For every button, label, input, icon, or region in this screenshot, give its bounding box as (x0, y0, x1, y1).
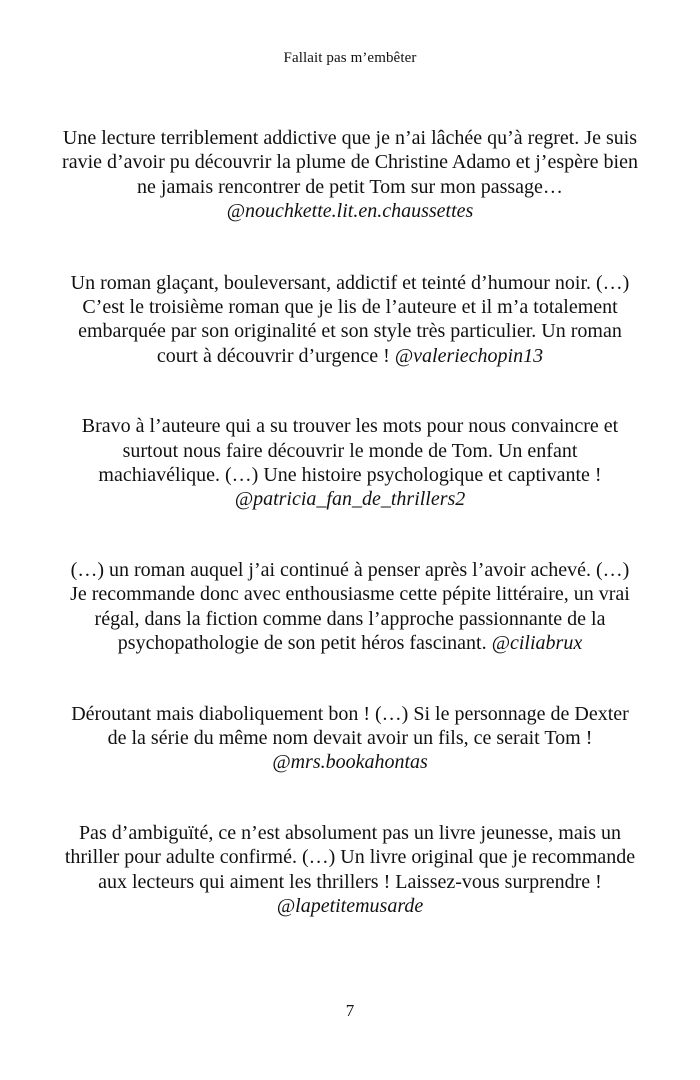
review-text: Pas d’ambiguïté, ce n’est absolument pas un livre jeunesse, mais un thriller pour adulte confirmé. (…) Un livre original que je recommande aux lecteurs qui aiment les thrillers ! Laissez-vous surprendre ! (64, 821, 636, 893)
review-text: Déroutant mais diaboliquement bon ! (…) Si le personnage de Dexter de la série du même nom devait avoir un fils, ce serait Tom ! (71, 702, 629, 749)
review-text: Bravo à l’auteure qui a su trouver les mots pour nous convaincre et surtout nous faire découvrir le monde de Tom. Un enfant machiavélique. (…) Une histoire psychologique et captivante ! (81, 415, 619, 487)
review-handle: @valeriechopin13 (394, 344, 544, 367)
review-handle: @lapetitemusarde (276, 894, 424, 917)
review-2 (60, 271, 640, 369)
review-handle: @ciliabrux (491, 632, 583, 655)
review-text: (…) un roman auquel j’ai continué à penser après l’avoir achevé. (…) Je recommande donc avec enthousiasme cette pépite littéraire, un vrai régal, dans la fiction comme dans l’approche passionnante de la psychopathologie de son petit héros fascinant. (70, 558, 630, 655)
review-4 (60, 558, 640, 656)
running-header: Fallait pas m’embêter (283, 50, 417, 66)
review-handle: @nouchkette.lit.en.chaussettes (226, 200, 474, 223)
review-handle: @patricia_fan_de_thrillers2 (234, 488, 466, 511)
reader-reviews (60, 126, 640, 918)
review-1 (60, 126, 640, 224)
review-text: Un roman glaçant, bouleversant, addictif et teinté d’humour noir. (…) C’est le troisième roman que je lis de l’auteure et il m’a totalement embarquée par son originalité et son style très particulier. Un roman court à découvrir d’urgence ! (70, 271, 630, 367)
review-text: Une lecture terriblement addictive que je n’ai lâchée qu’à regret. Je suis ravie d’avoir pu découvrir la plume de Christine Adamo et j’espère bien ne jamais rencontrer de petit Tom sur mon passage… (62, 127, 638, 198)
page-number: 7 (345, 1001, 355, 1020)
review-handle: @mrs.bookahontas (272, 751, 428, 774)
review-5 (60, 702, 640, 775)
review-3 (60, 414, 640, 512)
review-6 (60, 821, 640, 919)
